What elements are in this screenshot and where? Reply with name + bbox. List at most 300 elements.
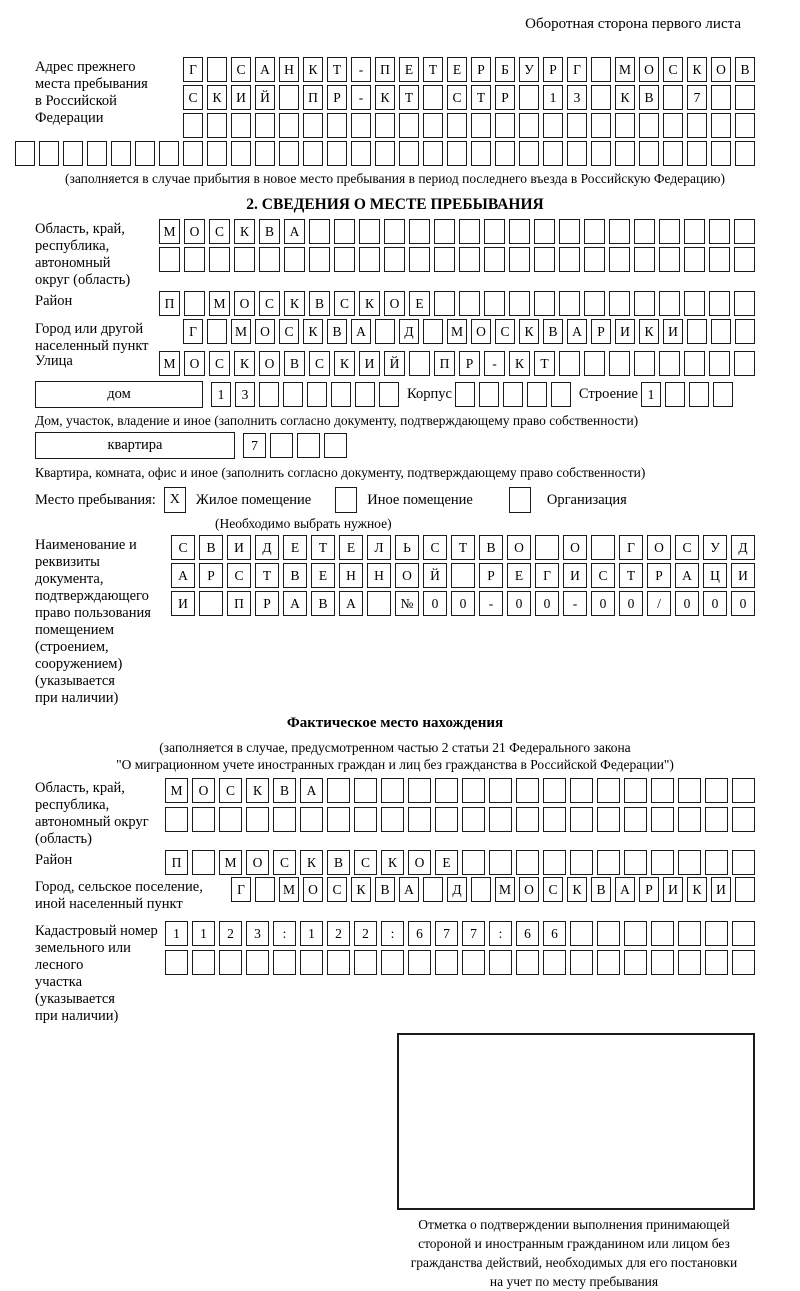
- char-cell: [732, 850, 755, 875]
- char-cell: С: [259, 291, 280, 316]
- char-cell: [711, 113, 731, 138]
- oblast2-field: [35, 778, 755, 848]
- char-cell: К: [567, 877, 587, 902]
- char-cell: [534, 247, 555, 272]
- stroenie-label: Строение: [578, 386, 638, 402]
- char-cell: С: [209, 219, 230, 244]
- text-line: Район: [35, 293, 73, 309]
- char-cell: С: [209, 351, 230, 376]
- char-cell: [735, 141, 755, 166]
- korpus-cells: [455, 382, 571, 407]
- char-cell: [689, 382, 709, 407]
- char-row: [159, 219, 755, 244]
- mesto-row: [35, 487, 755, 513]
- char-cell: [165, 807, 188, 832]
- char-row-full-width: [35, 141, 755, 166]
- char-cell: В: [311, 591, 335, 616]
- char-row: [183, 319, 755, 344]
- char-cell: [519, 141, 539, 166]
- char-row: [171, 563, 755, 588]
- char-cell: О: [192, 778, 215, 803]
- char-cell: 2: [219, 921, 242, 946]
- char-cell: [384, 219, 405, 244]
- char-cell: [639, 141, 659, 166]
- char-cell: [408, 950, 431, 975]
- organizatsiya-checkbox: [509, 487, 531, 513]
- text-line: (заполняется в случае, предусмотренном частью 2 статьи 21 Федерального закона: [159, 740, 631, 755]
- text-line: Федерации: [35, 110, 104, 126]
- char-cell: [381, 950, 404, 975]
- char-cell: И: [563, 563, 587, 588]
- char-cell: 6: [408, 921, 431, 946]
- stamp-note: [379, 1215, 769, 1291]
- char-cell: И: [711, 877, 731, 902]
- char-cell: Д: [447, 877, 467, 902]
- oblast-label: [35, 219, 159, 289]
- char-cell: Е: [283, 535, 307, 560]
- char-cell: [408, 778, 431, 803]
- char-cell: [516, 950, 539, 975]
- char-cell: О: [255, 319, 275, 344]
- char-cell: [273, 950, 296, 975]
- text-line: "О миграционном учете иностранных граждан и лиц без гражданства в Российской Федерации"): [116, 757, 674, 772]
- char-cell: [307, 382, 327, 407]
- char-cell: Г: [231, 877, 251, 902]
- char-cell: П: [375, 57, 395, 82]
- char-cell: Е: [409, 291, 430, 316]
- char-cell: 1: [165, 921, 188, 946]
- char-cell: В: [259, 219, 280, 244]
- char-cell: [435, 807, 458, 832]
- ulitsa-label: [35, 351, 159, 370]
- text-line: при наличии): [35, 1008, 119, 1024]
- char-cell: И: [615, 319, 635, 344]
- char-cell: Е: [435, 850, 458, 875]
- char-cell: О: [647, 535, 671, 560]
- char-cell: Г: [183, 319, 203, 344]
- char-cell: П: [303, 85, 323, 110]
- char-cell: :: [489, 921, 512, 946]
- char-cell: О: [711, 57, 731, 82]
- prev-address-note: (заполняется в случае прибытия в новое место пребывания в период последнего въезда в Российскую Федерацию): [64, 171, 726, 186]
- char-cell: [219, 807, 242, 832]
- char-cell: [462, 950, 485, 975]
- char-cell: Р: [647, 563, 671, 588]
- char-cell: [455, 382, 475, 407]
- char-cell: К: [234, 219, 255, 244]
- char-cell: [543, 807, 566, 832]
- char-cell: Д: [731, 535, 755, 560]
- char-cell: В: [284, 351, 305, 376]
- char-cell: [434, 291, 455, 316]
- char-cell: [705, 807, 728, 832]
- text-line: республика,: [35, 797, 110, 813]
- char-cell: Р: [199, 563, 223, 588]
- char-cell: [624, 921, 647, 946]
- page-header: Оборотная сторона первого листа: [525, 16, 741, 32]
- char-cell: Д: [255, 535, 279, 560]
- char-cell: [591, 85, 611, 110]
- char-cell: 0: [675, 591, 699, 616]
- char-cell: Д: [399, 319, 419, 344]
- char-cell: [634, 219, 655, 244]
- char-cell: [634, 247, 655, 272]
- char-cell: Р: [639, 877, 659, 902]
- char-cell: К: [359, 291, 380, 316]
- text-line: (область): [35, 831, 92, 847]
- char-row: [165, 950, 755, 975]
- char-cell: [711, 319, 731, 344]
- char-cell: [354, 950, 377, 975]
- char-cell: В: [327, 319, 347, 344]
- document-label: [35, 535, 171, 707]
- char-cell: [735, 113, 755, 138]
- char-cell: В: [273, 778, 296, 803]
- char-cell: 3: [235, 382, 255, 407]
- char-cell: [597, 921, 620, 946]
- char-cell: П: [227, 591, 251, 616]
- organizatsiya-label: Организация: [546, 491, 627, 508]
- korpus-label: Корпус: [407, 386, 452, 402]
- prev-address-label: [35, 57, 183, 127]
- confirmation-stamp-box: [397, 1033, 755, 1210]
- char-cell: К: [519, 319, 539, 344]
- char-cell: [519, 85, 539, 110]
- char-cell: О: [471, 319, 491, 344]
- char-cell: [484, 219, 505, 244]
- char-cell: [434, 219, 455, 244]
- char-cell: К: [375, 85, 395, 110]
- char-cell: [651, 807, 674, 832]
- char-cell: С: [543, 877, 563, 902]
- char-cell: [735, 319, 755, 344]
- char-cell: С: [334, 291, 355, 316]
- char-cell: [479, 382, 499, 407]
- char-cell: [534, 291, 555, 316]
- text-line: при наличии): [35, 690, 119, 706]
- char-cell: [570, 807, 593, 832]
- char-cell: [309, 219, 330, 244]
- char-cell: 6: [543, 921, 566, 946]
- char-cell: [734, 219, 755, 244]
- char-cell: [135, 141, 155, 166]
- text-line: места пребывания: [35, 76, 148, 92]
- char-cell: [495, 141, 515, 166]
- char-cell: [434, 247, 455, 272]
- char-cell: [609, 291, 630, 316]
- char-cell: М: [165, 778, 188, 803]
- char-cell: [192, 950, 215, 975]
- char-cell: С: [279, 319, 299, 344]
- char-cell: [165, 950, 188, 975]
- char-cell: Р: [327, 85, 347, 110]
- char-cell: О: [408, 850, 431, 875]
- char-cell: И: [663, 877, 683, 902]
- char-cell: [183, 141, 203, 166]
- char-cell: А: [399, 877, 419, 902]
- char-cell: [297, 433, 320, 458]
- char-cell: [516, 807, 539, 832]
- text-line: республика,: [35, 238, 110, 254]
- char-cell: [489, 807, 512, 832]
- char-cell: [709, 351, 730, 376]
- char-cell: А: [283, 591, 307, 616]
- char-cell: К: [509, 351, 530, 376]
- char-cell: [659, 247, 680, 272]
- char-cell: С: [183, 85, 203, 110]
- char-cell: Т: [311, 535, 335, 560]
- dom-box: дом: [35, 381, 203, 408]
- text-line: Отметка о подтверждении выполнения принимающей: [418, 1217, 730, 1232]
- char-cell: [375, 113, 395, 138]
- char-cell: [447, 141, 467, 166]
- char-cell: 0: [619, 591, 643, 616]
- text-line: Город или другой: [35, 321, 144, 337]
- char-cell: О: [507, 535, 531, 560]
- char-cell: [615, 141, 635, 166]
- char-cell: [535, 535, 559, 560]
- char-cell: [270, 433, 293, 458]
- char-row: [231, 877, 755, 902]
- text-line: Район: [35, 852, 73, 868]
- char-cell: [255, 113, 275, 138]
- char-cell: [570, 950, 593, 975]
- char-cell: [381, 778, 404, 803]
- char-cell: А: [351, 319, 371, 344]
- char-cell: О: [639, 57, 659, 82]
- char-cell: Б: [495, 57, 515, 82]
- char-cell: Т: [534, 351, 555, 376]
- char-row: [183, 113, 755, 138]
- char-cell: К: [334, 351, 355, 376]
- char-cell: [327, 950, 350, 975]
- char-cell: :: [273, 921, 296, 946]
- char-cell: 3: [567, 85, 587, 110]
- char-cell: [678, 921, 701, 946]
- char-cell: [471, 141, 491, 166]
- char-cell: О: [395, 563, 419, 588]
- char-cell: [732, 778, 755, 803]
- char-cell: [324, 433, 347, 458]
- char-cell: О: [384, 291, 405, 316]
- char-cell: К: [234, 351, 255, 376]
- char-cell: П: [165, 850, 188, 875]
- char-cell: [459, 291, 480, 316]
- char-cell: [597, 950, 620, 975]
- char-cell: [423, 113, 443, 138]
- char-cell: [327, 113, 347, 138]
- char-cell: О: [519, 877, 539, 902]
- char-cell: [624, 778, 647, 803]
- char-cell: [409, 247, 430, 272]
- char-cell: М: [231, 319, 251, 344]
- char-cell: [551, 382, 571, 407]
- char-cell: А: [675, 563, 699, 588]
- char-cell: [303, 113, 323, 138]
- char-cell: [734, 351, 755, 376]
- char-cell: [462, 807, 485, 832]
- char-cell: 0: [703, 591, 727, 616]
- char-cell: О: [246, 850, 269, 875]
- char-cell: [259, 247, 280, 272]
- char-cell: А: [615, 877, 635, 902]
- char-cell: 7: [435, 921, 458, 946]
- char-cell: [183, 113, 203, 138]
- kadastr-label: [35, 921, 165, 1025]
- char-cell: [207, 113, 227, 138]
- char-cell: С: [327, 877, 347, 902]
- char-cell: [334, 219, 355, 244]
- char-cell: [300, 807, 323, 832]
- char-cell: [509, 291, 530, 316]
- char-cell: [435, 950, 458, 975]
- char-cell: [246, 950, 269, 975]
- char-cell: [624, 850, 647, 875]
- char-cell: [39, 141, 59, 166]
- text-line: участка (указывается: [35, 974, 115, 1007]
- char-cell: М: [447, 319, 467, 344]
- char-cell: 1: [641, 382, 661, 407]
- char-cell: [634, 351, 655, 376]
- char-cell: [624, 950, 647, 975]
- char-cell: [651, 921, 674, 946]
- char-cell: [591, 535, 615, 560]
- char-cell: Е: [399, 57, 419, 82]
- char-cell: [354, 778, 377, 803]
- char-cell: [283, 382, 303, 407]
- char-cell: К: [300, 850, 323, 875]
- text-line: стороной и иностранным гражданином или лицом без: [418, 1236, 730, 1251]
- char-cell: [651, 850, 674, 875]
- char-cell: [495, 113, 515, 138]
- char-cell: [447, 113, 467, 138]
- char-cell: [459, 247, 480, 272]
- char-cell: И: [227, 535, 251, 560]
- char-cell: /: [647, 591, 671, 616]
- char-cell: Е: [447, 57, 467, 82]
- gorod2-label: [35, 877, 231, 913]
- char-cell: И: [231, 85, 251, 110]
- char-cell: В: [543, 319, 563, 344]
- oblast-field: [35, 219, 755, 289]
- char-cell: [591, 113, 611, 138]
- char-cell: [678, 950, 701, 975]
- char-cell: В: [309, 291, 330, 316]
- char-cell: [359, 247, 380, 272]
- char-cell: Г: [619, 535, 643, 560]
- text-line: сооружением) (указывается: [35, 656, 123, 689]
- char-cell: [259, 382, 279, 407]
- char-cell: [423, 877, 443, 902]
- char-cell: Й: [423, 563, 447, 588]
- oblast2-label: [35, 778, 165, 848]
- char-cell: -: [484, 351, 505, 376]
- char-cell: А: [339, 591, 363, 616]
- char-cell: К: [351, 877, 371, 902]
- char-cell: [231, 113, 251, 138]
- char-cell: [63, 141, 83, 166]
- char-cell: [559, 247, 580, 272]
- char-cell: [567, 113, 587, 138]
- char-cell: [711, 141, 731, 166]
- char-cell: Ь: [395, 535, 419, 560]
- char-row: [171, 535, 755, 560]
- char-cell: Т: [471, 85, 491, 110]
- kvartira-note: Квартира, комната, офис и иное (заполнить согласно документу, подтверждающему право собственности): [35, 465, 646, 480]
- inoe-label: Иное помещение: [367, 491, 473, 508]
- char-cell: С: [309, 351, 330, 376]
- char-cell: К: [687, 57, 707, 82]
- char-cell: [584, 291, 605, 316]
- text-line: Кадастровый номер: [35, 923, 158, 939]
- char-cell: [462, 778, 485, 803]
- text-line: земельного или лесного: [35, 940, 131, 973]
- text-line: округ (область): [35, 272, 131, 288]
- char-cell: [375, 319, 395, 344]
- document-field: [35, 535, 755, 707]
- char-cell: №: [395, 591, 419, 616]
- char-cell: :: [381, 921, 404, 946]
- char-cell: И: [359, 351, 380, 376]
- raion-field: [35, 291, 755, 316]
- text-line: право пользования: [35, 605, 151, 621]
- char-cell: [435, 778, 458, 803]
- dom-number-cells: [211, 382, 399, 407]
- char-cell: [334, 247, 355, 272]
- char-row: [159, 247, 755, 272]
- char-cell: [184, 291, 205, 316]
- char-cell: [735, 877, 755, 902]
- char-row: [165, 807, 755, 832]
- char-cell: [255, 141, 275, 166]
- char-cell: Н: [367, 563, 391, 588]
- char-cell: [732, 921, 755, 946]
- char-cell: С: [447, 85, 467, 110]
- char-cell: [279, 113, 299, 138]
- char-cell: [732, 807, 755, 832]
- char-cell: К: [303, 319, 323, 344]
- char-cell: [471, 877, 491, 902]
- char-cell: [624, 807, 647, 832]
- char-cell: 0: [731, 591, 755, 616]
- char-cell: [705, 921, 728, 946]
- char-row: [183, 85, 755, 110]
- text-line: гражданства действий, необходимых для его постановки: [410, 1255, 738, 1270]
- char-cell: Т: [255, 563, 279, 588]
- char-cell: [559, 291, 580, 316]
- text-line: Улица: [35, 353, 73, 369]
- text-line: на учет по месту пребывания: [489, 1274, 659, 1289]
- char-cell: О: [259, 351, 280, 376]
- char-cell: 6: [516, 921, 539, 946]
- char-cell: [351, 113, 371, 138]
- char-cell: [375, 141, 395, 166]
- char-cell: 2: [354, 921, 377, 946]
- char-cell: Р: [255, 591, 279, 616]
- char-cell: [192, 850, 215, 875]
- char-cell: -: [479, 591, 503, 616]
- char-cell: [659, 351, 680, 376]
- char-cell: [184, 247, 205, 272]
- gorod-field: [35, 319, 755, 355]
- char-cell: [634, 291, 655, 316]
- char-cell: С: [675, 535, 699, 560]
- zhiloe-label: Жилое помещение: [195, 491, 312, 508]
- char-cell: Т: [451, 535, 475, 560]
- char-cell: С: [495, 319, 515, 344]
- char-cell: [597, 778, 620, 803]
- char-cell: Р: [479, 563, 503, 588]
